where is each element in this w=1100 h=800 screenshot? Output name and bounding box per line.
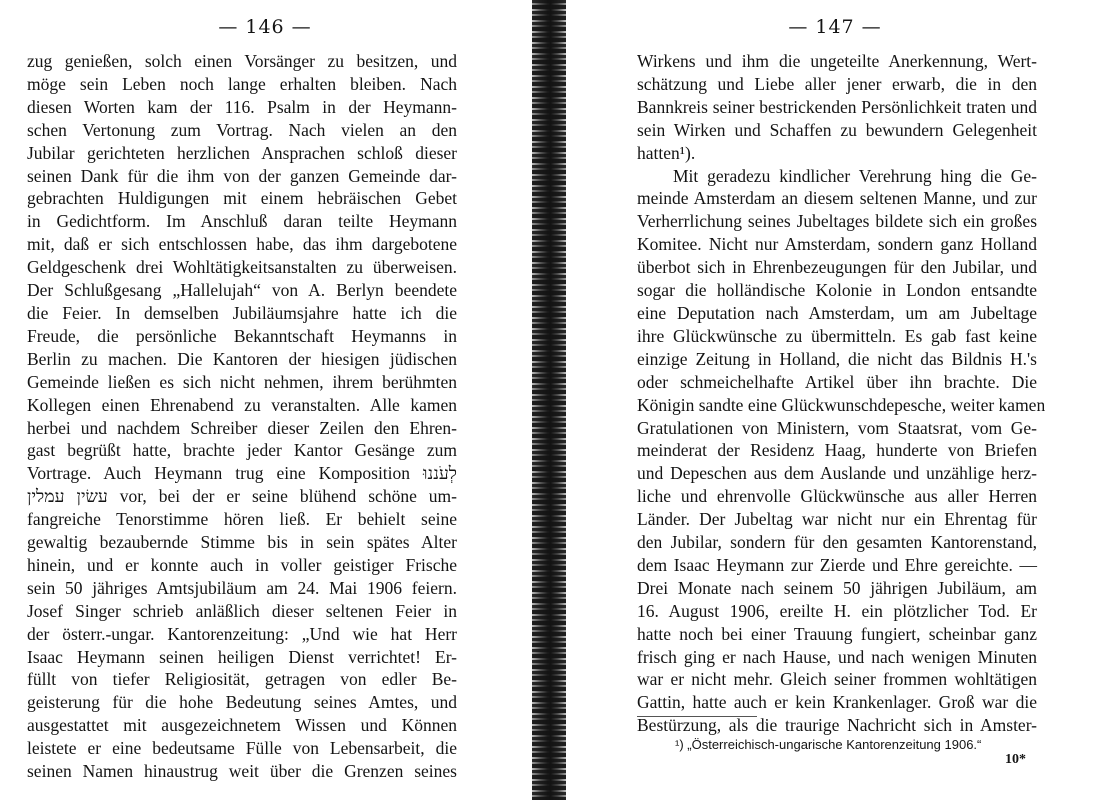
text-line: sogar die holländische Kolonie in London entsandte <box>637 280 1037 301</box>
left-page <box>0 0 530 800</box>
text-line: füllt von tiefer Religiosität, getragen von edler Be- <box>27 669 457 690</box>
text-line: meinderat der Residenz Haag, hunderte von Briefen <box>637 440 1037 461</box>
text-line: Gemeinde ließen es sich nicht nehmen, ihrem berühmten <box>27 371 457 392</box>
right-page <box>570 0 1100 800</box>
text-line: Vortrage. Auch Heymann trug eine Komposition לְעֹננוּ <box>27 463 457 484</box>
text-line: die Feier. In demselben Jubiläumsjahre hatte ich die <box>27 302 457 323</box>
footnote: ¹) „Österreichisch-ungarische Kantorenzeitung 1906.“ <box>675 737 982 752</box>
text-line: war er nicht mehr. Gleich seiner frommen wohltätigen <box>637 669 1037 690</box>
body-text <box>637 50 1046 737</box>
text-line: Freude, die persönliche Bekanntschaft Heymanns in <box>27 325 457 346</box>
text-line: seinen Dank für die ihm von der ganzen Gemeinde dar- <box>27 165 457 186</box>
text-line: diesen Worten kam der 116. Psalm in der Heymann- <box>27 96 457 117</box>
text-line: ausgestattet mit ausgezeichnetem Wissen und Können <box>27 715 457 736</box>
text-line: mit, daß er sich entschlossen habe, das ihm dargebotene <box>27 234 457 255</box>
text-line: hatte noch bei einer Trauung fungiert, scheinbar ganz <box>637 623 1037 644</box>
footnote-separator <box>637 716 757 717</box>
text-line: Wirkens und ihm die ungeteilte Anerkennung, Wert- <box>637 51 1037 71</box>
text-line: meinde Amsterdam an diesem seltenen Manne, und zur <box>637 188 1037 209</box>
text-line: Königin sandte eine Glückwunschdepesche, weiter kamen <box>637 394 1046 415</box>
text-line: hatten¹). <box>637 142 696 163</box>
text-line: Bannkreis seiner bestrickenden Persönlichkeit traten und <box>637 96 1037 117</box>
printer-signature-mark: 10* <box>1005 752 1026 767</box>
text-line: Berlin zu machen. Die Kantoren der hiesigen jüdischen <box>27 348 457 369</box>
text-line: 16. August 1906, ereilte H. ein plötzlicher Tod. Er <box>637 600 1037 621</box>
text-line: leistete er eine bedeutsame Fülle von Lebensarbeit, die <box>27 738 457 759</box>
text-line: Josef Singer schrieb anläßlich dieser seltenen Feier in <box>27 600 457 621</box>
text-line: überbot sich in Ehrenbezeugungen für den Jubilar, und <box>637 257 1037 278</box>
text-line: Bestürzung, als die traurige Nachricht sich in Amster- <box>637 715 1037 736</box>
text-line: Isaac Heymann seinen heiligen Dienst verrichtet! Er- <box>27 646 457 667</box>
text-line: Jubilar gerichteten herzlichen Ansprachen schloß dieser <box>27 142 457 163</box>
text-line: den Jubilar, sondern für den gesamten Kantorenstand, <box>637 532 1037 553</box>
text-line: seinen Namen hinaustrug weit über die Grenzen seines <box>27 761 457 782</box>
page-number-header: — 146 — <box>218 16 312 38</box>
text-line: herbei und nachdem Schreiber dieser Zeilen den Ehren- <box>27 417 457 438</box>
book-gutter-shadow <box>532 0 566 800</box>
text-line: gebrachten Huldigungen mit einem hebräischen Gebet <box>27 188 457 209</box>
text-line: Gratulationen von Ministern, vom Staatsrat, vom Ge- <box>637 417 1037 438</box>
text-line: Verherrlichung seines Jubeltages bildete sich ein großes <box>637 211 1037 232</box>
text-line: Mit geradezu kindlicher Verehrung hing die Ge- <box>673 165 1037 186</box>
text-line: Der Schlußgesang „Hallelujah“ von A. Berlyn beendete <box>27 280 457 301</box>
text-line: hinein, und er konnte auch in voller geistiger Frische <box>27 554 457 575</box>
text-line: schen Vertonung zum Vortrag. Nach vielen an den <box>27 119 457 140</box>
page-number-header: — 147 — <box>788 16 882 38</box>
text-line: Länder. Der Jubeltag war nicht nur ein Ehrentag für <box>637 509 1037 530</box>
text-line: eine Deputation nach Amsterdam, um am Jubeltage <box>637 302 1037 323</box>
text-line: in Gedichtform. Im Anschluß daran teilte Heymann <box>27 211 457 232</box>
text-line: Geldgeschenk drei Wohltätigkeitsanstalten zu überweisen. <box>27 257 457 278</box>
text-line: עשׂין עמלין vor, bei der er seine blühend schöne um- <box>27 486 457 507</box>
text-line: geisterung für die hohe Bedeutung seines Amtes, und <box>27 692 457 713</box>
body-text <box>27 50 457 783</box>
text-line: fangreiche Tenorstimme hören ließ. Er behielt seine <box>27 509 457 530</box>
text-line: der österr.-ungar. Kantorenzeitung: „Und wie hat Herr <box>27 623 457 644</box>
text-line: und Depeschen aus dem Auslande und unzählige herz- <box>637 463 1037 484</box>
text-line: Kollegen einen Ehrenabend zu veranstalten. Alle kamen <box>27 394 457 415</box>
text-line: ihre Glückwünsche zu übermitteln. Es gab fast keine <box>637 325 1037 346</box>
text-line: gewaltig bezaubernde Stimme bis in sein spätes Alter <box>27 532 457 553</box>
text-line: einzige Zeitung in Holland, die nicht das Bildnis H.'s <box>637 348 1037 369</box>
text-line: gast begrüßt hatte, brachte jeder Kantor Gesänge zum <box>27 440 457 461</box>
text-line: oder schmeichelhafte Artikel über ihn brachte. Die <box>637 371 1037 392</box>
text-line: dem Isaac Heymann zur Zierde und Ehre gereichte. — <box>637 554 1037 575</box>
text-line: sein Wirken und Schaffen zu bewundern Gelegenheit <box>637 119 1037 140</box>
text-line: schätzung und Liebe aller jener erwarb, die in den <box>637 73 1037 94</box>
text-line: sein 50 jähriges Amtsjubiläum am 24. Mai 1906 feiern. <box>27 577 457 598</box>
text-line: liche und ehrenvolle Glückwünsche aus aller Herren <box>637 486 1037 507</box>
text-line: zug genießen, solch einen Vorsänger zu besitzen, und <box>27 51 457 71</box>
text-line: möge sein Leben noch lange erhalten bleiben. Nach <box>27 73 457 94</box>
text-line: Drei Monate nach seinem 50 jährigen Jubiläum, am <box>637 577 1037 598</box>
text-line: Komitee. Nicht nur Amsterdam, sondern ganz Holland <box>637 234 1037 255</box>
text-line: Gattin, hatte auch er kein Krankenlager. Groß war die <box>637 692 1037 713</box>
text-line: frisch ging er nach Hause, und nach wenigen Minuten <box>637 646 1037 667</box>
